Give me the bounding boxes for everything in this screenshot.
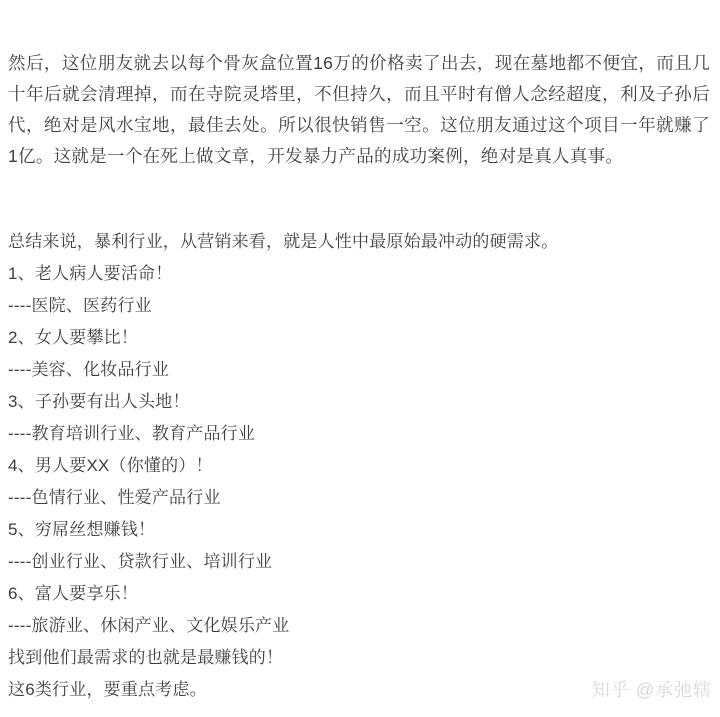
closing-line-2: 这6类行业，要重点考虑。 — [8, 680, 207, 699]
zhihu-watermark: 知乎 @承弛辖 — [591, 680, 712, 700]
industries-line-2: ----美容、化妆品行业 — [8, 360, 170, 379]
need-line-6: 6、富人要享乐！ — [8, 584, 139, 603]
industries-line-1: ----医院、医药行业 — [8, 296, 152, 315]
industries-line-3: ----教育培训行业、教育产品行业 — [8, 424, 256, 443]
industries-line-5: ----创业行业、贷款行业、培训行业 — [8, 552, 273, 571]
summary-section — [8, 226, 710, 706]
need-line-2: 2、女人要攀比！ — [8, 328, 139, 347]
need-line-5: 5、穷屌丝想赚钱！ — [8, 520, 156, 539]
story-paragraph: 然后，这位朋友就去以每个骨灰盒位置16万的价格卖了出去，现在墓地都不便宜，而且几十年后就会清理掉，而在寺院灵塔里，不但持久，而且平时有僧人念经超度，利及子孙后代，绝对是风水宝地，最佳去处。所以很快销售一空。这位朋友通过这个项目一年就赚了1亿。这就是一个在死上做文章，开发暴力产品的成功案例，绝对是真人真事。 — [8, 53, 710, 166]
industries-line-6: ----旅游业、休闲产业、文化娱乐产业 — [8, 616, 290, 635]
need-line-3: 3、子孙要有出人头地！ — [8, 392, 190, 411]
need-line-1: 1、老人病人要活命！ — [8, 264, 173, 283]
summary-intro: 总结来说，暴利行业，从营销来看，就是人性中最原始最冲动的硬需求。 — [8, 232, 559, 251]
closing-line-1: 找到他们最需求的也就是最赚钱的！ — [8, 648, 284, 667]
need-line-4: 4、男人要XX（你懂的）！ — [8, 456, 213, 475]
industries-line-4: ----色情行业、性爱产品行业 — [8, 488, 221, 507]
